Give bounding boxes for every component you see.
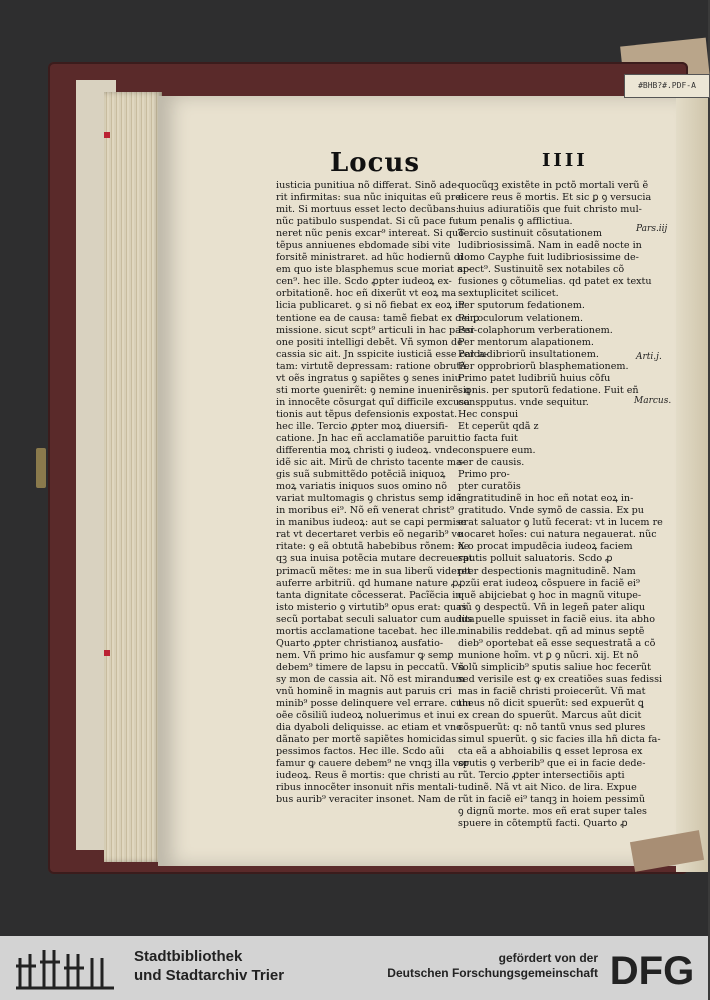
text-line: famur ꝙ cauere debem⁹ ne vnqꝫ illa vor	[276, 758, 469, 770]
text-line: cta eã a abhoiabilis ꝗ esset leprosa ex	[458, 746, 643, 758]
margin-note-arti: Arti.j.	[636, 352, 662, 362]
text-line: pter despectionis magnitudinẽ. Nam	[458, 565, 636, 577]
text-line: nem. Vñ primo hic ausfamur ꝙ semꝑ	[276, 649, 454, 661]
text-line: fusiones ꝯ cõtumelias. qd patet ex textu	[458, 276, 652, 288]
text-line: differentia moꝝ christi ꝯ iudeoꝝ. vnde	[276, 445, 458, 457]
text-line: ser de causis.	[458, 457, 525, 469]
text-line: tudinẽ. Nã vt ait Nico. de lira. Expue	[458, 782, 637, 794]
text-line: sextuplicitet scilicet.	[458, 288, 559, 300]
text-line: ꝯ dignũ morte. mos eñ erat super tales	[458, 806, 647, 818]
funder-line1: gefördert von der	[498, 951, 598, 965]
text-line: minabilis reddebat. qñ ad minus septẽ	[458, 625, 645, 637]
text-line: tionis aut tẽpus defensionis expostat.	[276, 408, 458, 420]
text-line: gis suã submittẽdo potẽciã iniquoꝝ	[276, 469, 446, 481]
text-line: simul spuerũt. ꝯ sic facies illa hñ dicta fa-	[458, 734, 661, 746]
text-line: tanta dignitate cõcesserat. Pacĩẽcia in	[276, 589, 462, 601]
text-line: dicere reus ẽ mortis. Et sic ꝑ ꝯ versucia	[458, 192, 652, 204]
text-line: primacũ mẽtes: me in sua liberũ videret	[276, 565, 471, 577]
text-line: catione. Jn hac eñ acclamatiõe paruit	[276, 432, 458, 444]
text-line: conspuere eum.	[458, 445, 536, 457]
text-line: qꝫ sua inuisa potẽcia mutare decreuerat	[276, 553, 473, 565]
text-line: sti morte ꝯuenirẽt: ꝯ nemine inuenirẽ. ꝗ	[276, 384, 471, 396]
text-line: spect⁹. Sustinuitẽ sex notabiles cõ	[458, 264, 625, 276]
text-line: Per opprobriorũ blasphemationem.	[458, 360, 629, 372]
text-line: orbitationẽ. hoc eñ dixerũt vt eoꝝ ma	[276, 288, 457, 300]
text-line: quẽ abijciebat ꝯ hoc in magnũ vitupe-	[458, 589, 642, 601]
text-line: X o procat impudẽcia iudeoꝝ faciem	[458, 541, 633, 553]
text-line: theus nõ dicit spuerũt: sed expuerũt ꝗ	[458, 698, 644, 710]
text-line: rũt in faciẽ ei⁹ tanqꝫ in hoiem pessimũ	[458, 794, 646, 806]
text-line: Et ceperũt qdã z	[458, 420, 539, 432]
text-line: iudeoꝝ. Reus ẽ mortis: que christi au	[276, 770, 455, 782]
margin-note-marcus: Marcus.	[634, 396, 672, 406]
text-line: nũc patibulo suspendat. Si cũ pace fu-	[276, 216, 462, 228]
dfg-logo-icon	[604, 946, 700, 993]
text-line: Per sputorum fedationem.	[458, 300, 585, 312]
text-line: munione hoĩm. vt ꝑ ꝯ nũcri. xij. Et nõ	[458, 649, 639, 661]
text-line: cassia sic ait. Jn sspicite iusticiã esse calca-	[276, 348, 489, 360]
text-line: tam: virtutẽ depressam: ratione obrutã.	[276, 360, 470, 372]
text-line: pter curatõis	[458, 481, 521, 493]
text-line: mit. Si mortuus esset lecto decũbans:	[276, 204, 459, 216]
book-clasp	[36, 448, 46, 488]
page-label: #BHB?#.PDF-A	[624, 74, 710, 98]
library-name-line2: und Stadtarchiv Trier	[134, 967, 285, 984]
text-line: Per oculorum velationem.	[458, 312, 584, 324]
text-line: Per mentorum alapationem.	[458, 336, 594, 348]
text-line: Tercio sustinuit cõsutationem	[458, 228, 602, 240]
text-line: one positi intelligi debẽt. Vñ symon de	[276, 336, 463, 348]
text-line: hec ille. Tercio ꝓpter moꝝ diuersifi-	[276, 420, 448, 432]
text-line: pessimos factos. Hec ille. Scdo aũi	[276, 746, 445, 758]
text-line: mas in faciẽ christi proiecerũt. Vñ mat	[458, 685, 646, 697]
text-line: cen⁹. hec ille. Scdo ꝓpter iudeoꝝ ex-	[276, 276, 452, 288]
text-line: iusticia punitiua nõ differat. Sinõ ade-	[276, 180, 461, 191]
text-line: tẽpus anniuenes ebdomade sibi vite	[276, 240, 451, 252]
text-line: tio facta fuit	[458, 432, 518, 444]
text-line: in manibus iudeoꝝ: aut se capi permise	[276, 517, 467, 529]
text-line: bus aurib⁹ veraciter insonet. Nam de	[276, 794, 456, 806]
text-line: oẽe cõsiliũ iudeoꝝ noluerimus et inui	[276, 710, 455, 722]
text-line: quocũqꝫ existẽte in pctõ mortali verũ ẽ	[458, 180, 649, 191]
rubrication-mark	[104, 132, 110, 138]
text-line: licia publicaret. ꝯ si nõ fiebat ex eoꝝ in	[276, 300, 465, 312]
text-line: minib⁹ posse delinquere vel errare. cum	[276, 698, 472, 710]
text-line: conspputus. vnde sequitur.	[458, 396, 589, 408]
facing-page-edge	[676, 90, 708, 872]
text-line: huius adiuratiõis que fuit christo mul-	[458, 204, 642, 216]
text-line: ius puelle spuisset in faciẽ eius. ita abho	[458, 613, 656, 625]
margin-note-pars: Pars.iij	[636, 224, 668, 234]
text-line: cõspuerũt: q: nõ tantũ vnus sed plures	[458, 722, 646, 734]
text-line: rũt. Tercio ꝓpter intersectiõis apti	[458, 770, 625, 782]
library-name-line1: Stadtbibliothek	[134, 948, 243, 965]
text-line: neret nũc penis excar⁹ intereat. Si quõ	[276, 228, 465, 240]
library-logo-icon	[14, 944, 118, 992]
text-line: Per ludibriorũ insultationem.	[458, 348, 599, 360]
text-line: sputis ꝯ verberib⁹ que ei in facie dede-	[458, 758, 646, 770]
text-line: ribus innocẽter insonuit nr̃is mentali-	[276, 782, 458, 794]
text-line: riũ ꝯ despectũ. Vñ in legeñ pater aliqu	[458, 601, 646, 613]
text-line: debem⁹ timere de lapsu in peccatũ. Vñ	[276, 661, 465, 673]
library-name	[134, 947, 284, 985]
text-line: dieb⁹ oportebat eã esse sequestratã a cõ	[458, 637, 656, 649]
text-line: dia dyaboli deliquisse. ac etiam et vno	[276, 722, 462, 734]
text-line: ꝓzũi erat iudeoꝝ cõspuere in faciẽ ei⁹	[458, 577, 640, 589]
text-line: dãnato per mortẽ sapiẽtes homicidas	[276, 734, 457, 746]
text-line: rit infirmitas: sua nũc iniquitas eũ pre-	[276, 192, 465, 204]
text-line: Primo patet ludibriũ huius cõfu	[458, 372, 611, 384]
text-line: Primo pro-	[458, 469, 510, 481]
text-line: variat multomagis ꝯ christus semꝑ idẽ	[276, 493, 462, 505]
text-line: tentione ea de causa: tamẽ fiebat ex dei ꝑ	[276, 312, 480, 324]
text-line: Quarto ꝓpter christianoꝝ ausfatio-	[276, 637, 444, 649]
text-line: ingratitudinẽ in hoc eñ notat eoꝝ in-	[458, 493, 634, 505]
text-line: Per colaphorum verberationem.	[458, 324, 613, 336]
text-line: ex crean do spuerũt. Marcus aũt dicit	[458, 710, 642, 722]
text-line: spuere in cõtemptũ facti. Quarto ꝓ	[458, 818, 628, 830]
text-line: erat saluator ꝯ lutũ fecerat: vt in lucem re	[458, 517, 663, 529]
text-line: missione. sicut scpt⁹ articuli in hac passi-	[276, 324, 478, 336]
text-line: em quo iste blasphemus scue moriat ar-	[276, 264, 471, 276]
text-line: rat vt decertaret verbis eõ negarib⁹ ve	[276, 529, 463, 541]
page-edges	[104, 92, 162, 862]
folio-number: IIII	[542, 150, 588, 171]
running-headword: Locus	[330, 148, 420, 178]
text-line: sionis. per sputorũ fedatione. Fuit eñ	[458, 384, 639, 396]
text-line: secũ portabat seculi saluator cum audita	[276, 613, 475, 625]
text-line: sputis polluit saluatoris. Scdo ꝓ	[458, 553, 613, 565]
text-line: sy mon de cassia ait. Nõ est mirandum	[276, 673, 465, 685]
text-line: domo Cayphe fuit ludibriosissime de-	[458, 252, 639, 264]
text-line: vnũ hominẽ in magnis aut paruis cri	[276, 685, 452, 697]
text-line: in moribus ei⁹. Nõ eñ venerat christ⁹	[276, 505, 454, 517]
text-line: mortis acclamatione tacebat. hec ille.	[276, 625, 459, 637]
archive-footer	[0, 936, 708, 1000]
funder-credit	[376, 951, 598, 981]
text-line: solũ simplicib⁹ sputis saliue hoc fecerũt	[458, 661, 651, 673]
text-line: Hec conspui	[458, 408, 519, 420]
text-line: forsitẽ ministraret. ad hũc hodiernũ di	[276, 252, 463, 264]
rubrication-mark	[104, 650, 110, 656]
text-line: idẽ sic ait. Mirũ de christo tacente ma-	[276, 457, 465, 469]
text-line: auferre arbitriũ. qd humane nature ꝓ	[276, 577, 459, 589]
text-line: ritate: ꝯ eã obtutã habebibus rõnem: ne	[276, 541, 470, 553]
text-line: isto misterio ꝯ virtutib⁹ opus erat: quas	[276, 601, 467, 613]
text-line: moꝝ variatis iniquos suos omino nõ	[276, 481, 448, 493]
dfg-logo-text: DFG	[609, 949, 695, 993]
text-line: gratitudo. Vnde symõ de cassia. Ex pu	[458, 505, 644, 517]
text-line: ludibriosissimã. Nam in eadẽ nocte in	[458, 240, 642, 252]
text-line: in innocẽte cõsurgat quĩ difficile excusa	[276, 396, 470, 408]
text-line: sed verisile est ꝙ ex creatiões suas fedissi	[458, 673, 663, 685]
funder-line2: Deutschen Forschungsgemeinschaft	[387, 966, 598, 980]
text-line: vt oẽs ingratus ꝯ sapiẽtes ꝯ senes iniu	[276, 372, 461, 384]
text-line: uocaret hoĩes: cui natura negauerat. nũc	[458, 529, 657, 541]
text-line: tum penalis ꝯ afflictiua.	[458, 216, 573, 228]
